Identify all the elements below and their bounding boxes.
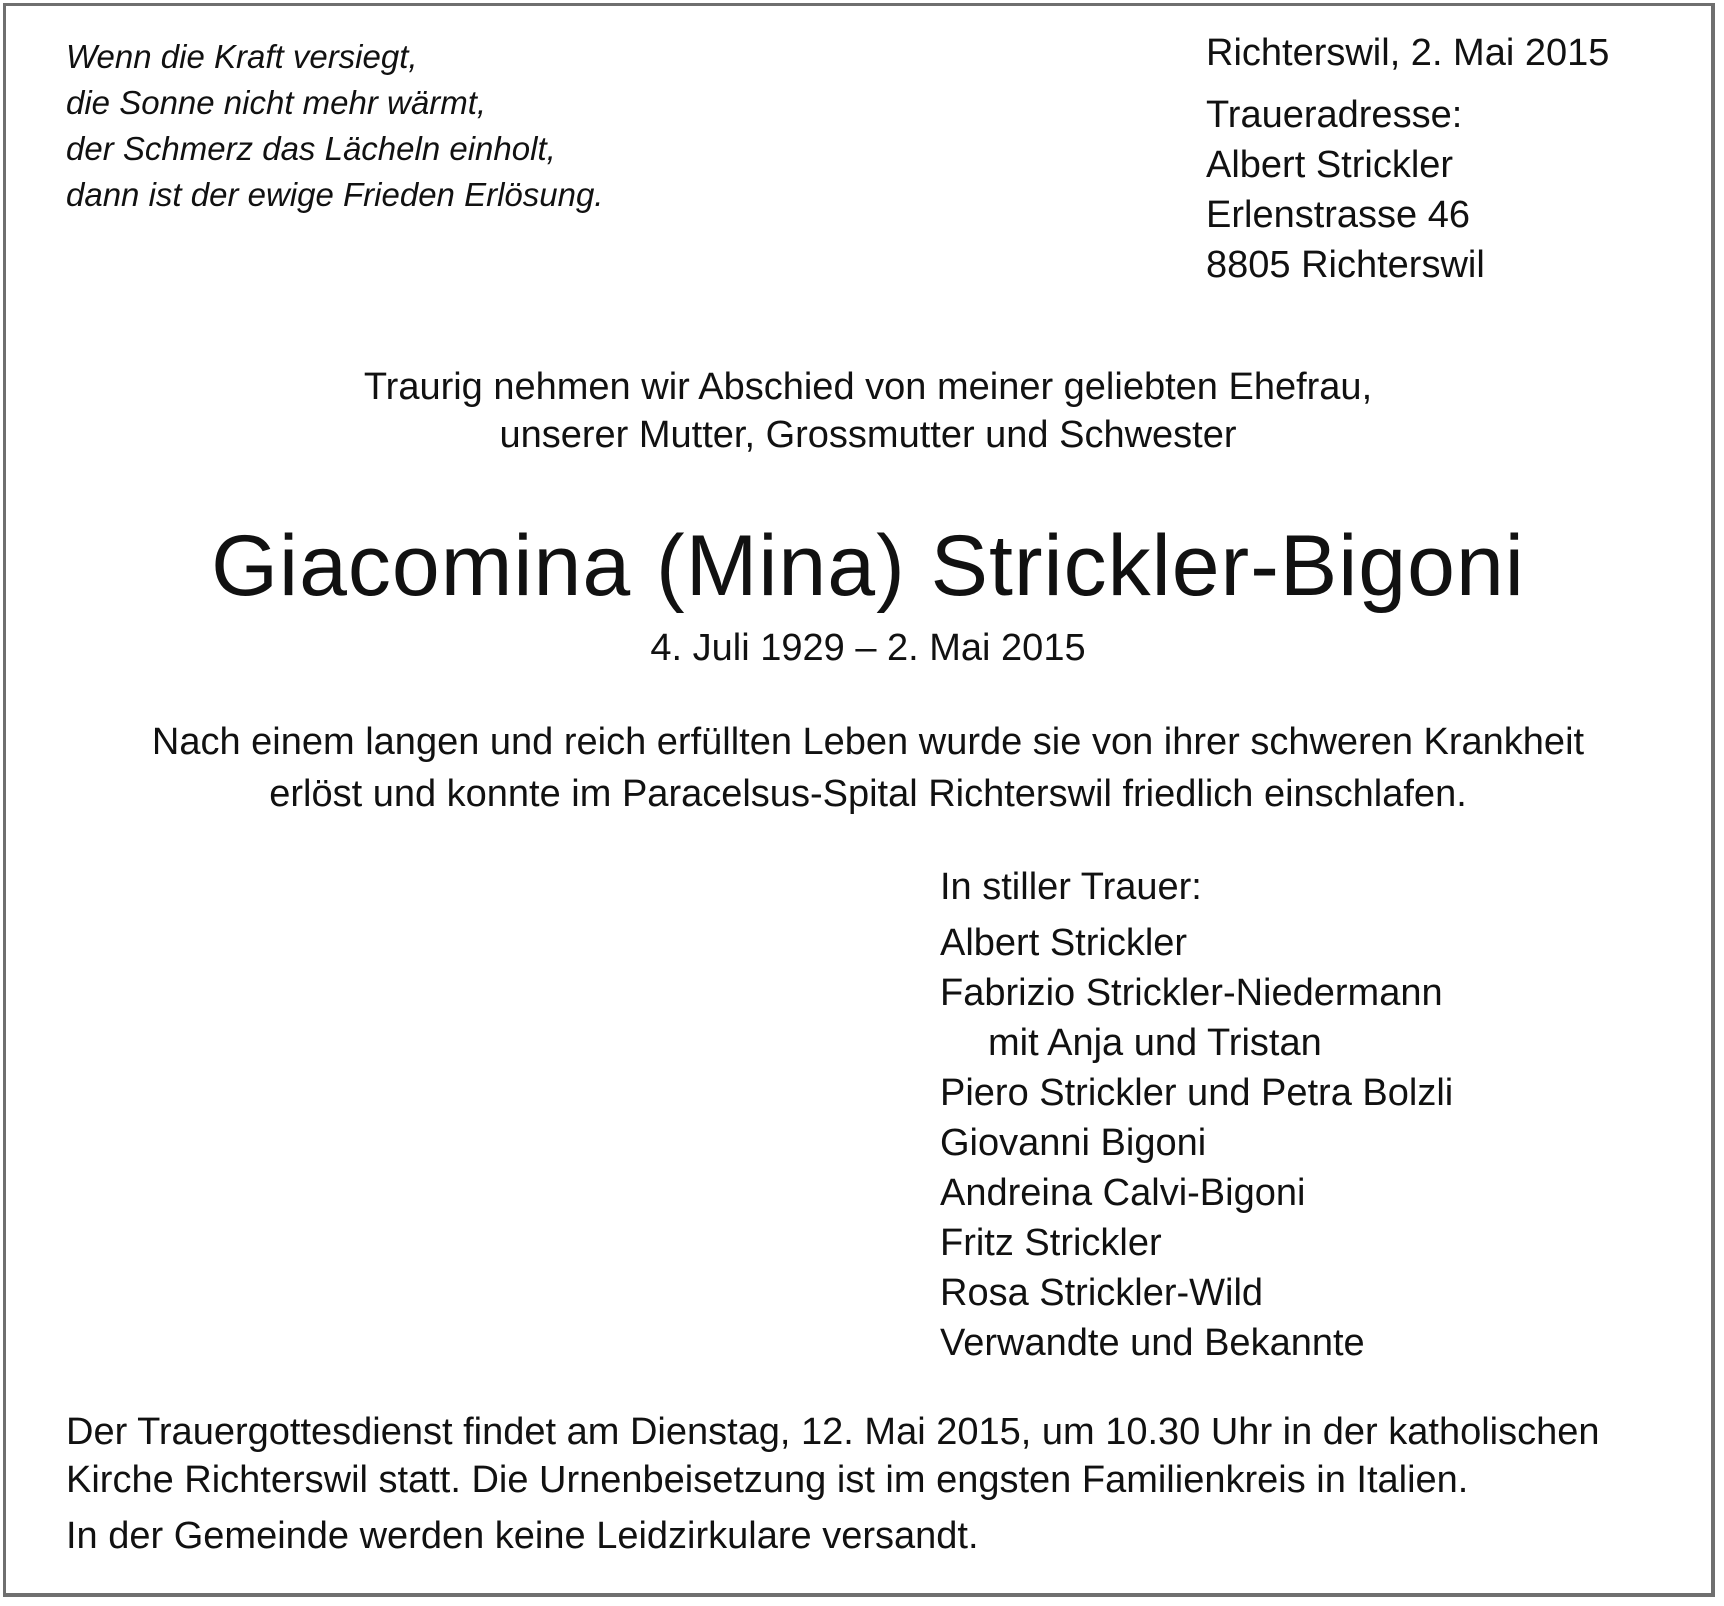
mourner-name: Verwandte und Bekannte (940, 1322, 1365, 1364)
message-line: erlöst und konnte im Paracelsus-Spital Richterswil friedlich einschlafen. (269, 773, 1467, 815)
poem-line: der Schmerz das Lächeln einholt, (66, 130, 556, 167)
message-line: Nach einem langen und reich erfüllten Leben wurde sie von ihrer schweren Krankheit (151, 721, 1585, 763)
deceased-name: Giacomina (Mina) Strickler-Bigoni (211, 518, 1525, 614)
mourner-name: Fritz Strickler (940, 1222, 1162, 1264)
intro-line: unserer Mutter, Grossmutter und Schwester (499, 414, 1237, 456)
mourners-lead: In stiller Trauer: (940, 866, 1202, 908)
place-date: Richterswil, 2. Mai 2015 (1206, 32, 1610, 74)
address-line: Erlenstrasse 46 (1206, 194, 1471, 236)
intro-line: Traurig nehmen wir Abschied von meiner geliebten Ehefrau, (363, 366, 1373, 408)
header-block (1206, 28, 1706, 290)
mourner-name: mit Anja und Tristan (988, 1022, 1322, 1064)
life-dates: 4. Juli 1929 – 2. Mai 2015 (650, 627, 1086, 669)
mourner-name: Andreina Calvi-Bigoni (940, 1172, 1306, 1214)
poem-line: die Sonne nicht mehr wärmt, (66, 84, 487, 121)
service-note: In der Gemeinde werden keine Leidzirkulare versandt. (66, 1515, 979, 1557)
poem-line: dann ist der ewige Frieden Erlösung. (66, 176, 604, 213)
address-line: 8805 Richterswil (1206, 244, 1485, 286)
service-info (66, 1408, 1706, 1560)
mourner-name: Rosa Strickler-Wild (940, 1272, 1264, 1314)
poem (66, 34, 786, 218)
mourning-address (1206, 90, 1706, 290)
address-label: Traueradresse: (1206, 94, 1463, 136)
mourners-list (940, 862, 1700, 1368)
mourner-name: Giovanni Bigoni (940, 1122, 1207, 1164)
poem-line: Wenn die Kraft versiegt, (66, 38, 418, 75)
obituary-frame (3, 3, 1715, 1597)
service-line: Kirche Richterswil statt. Die Urnenbeisetzung ist im engsten Familienkreis in Italien. (66, 1459, 1469, 1501)
mourner-name: Piero Strickler und Petra Bolzli (940, 1072, 1454, 1114)
intro-text (6, 363, 1724, 459)
message-text (6, 716, 1724, 820)
address-line: Albert Strickler (1206, 144, 1454, 186)
mourner-name: Albert Strickler (940, 922, 1188, 964)
service-line: Der Trauergottesdienst findet am Dienstag, 12. Mai 2015, um 10.30 Uhr in der katholischen (66, 1411, 1600, 1453)
mourner-name: Fabrizio Strickler-Niedermann (940, 972, 1443, 1014)
